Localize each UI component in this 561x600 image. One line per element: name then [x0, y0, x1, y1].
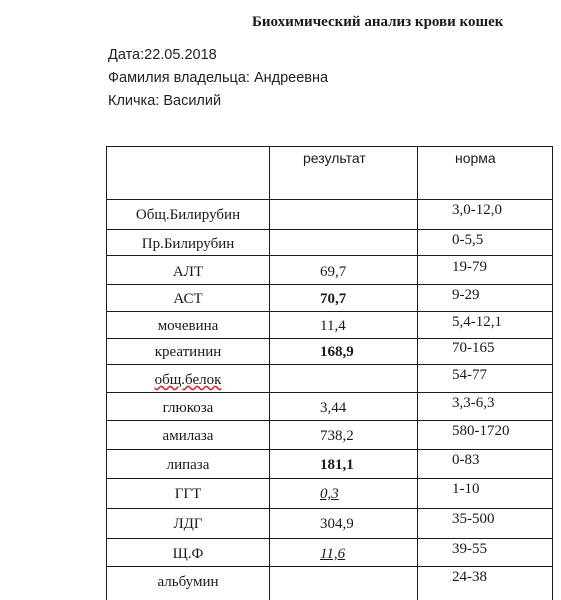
result-value: 181,1: [320, 457, 354, 473]
result-value: 11,6: [320, 546, 346, 562]
norm-value: 5,4-12,1: [452, 314, 502, 330]
column-header-norm: норма: [455, 150, 496, 166]
norm-value: 0-5,5: [452, 232, 484, 248]
norm-value: 24-38: [452, 569, 487, 585]
result-value: 69,7: [320, 264, 347, 280]
parameter-name: Пр.Билирубин: [141, 236, 235, 252]
parameter-name: АСТ: [173, 291, 203, 307]
norm-value: 580-1720: [452, 423, 510, 439]
parameter-name: альбумин: [157, 574, 219, 590]
parameter-name: ГГТ: [174, 486, 202, 502]
result-value: 168,9: [320, 344, 354, 360]
parameter-name: АЛТ: [172, 264, 204, 280]
result-value: 0,3: [320, 486, 339, 502]
parameter-name: общ.белок: [154, 372, 222, 388]
owner-name: Фамилия владельца: Андреевна: [108, 70, 329, 86]
parameter-name: креатинин: [154, 344, 222, 360]
norm-value: 9-29: [452, 287, 480, 303]
column-header-result: результат: [303, 150, 366, 166]
parameter-name: мочевина: [157, 318, 219, 334]
result-value: 70,7: [320, 291, 347, 307]
result-value: 304,9: [320, 516, 354, 532]
parameter-name: липаза: [166, 457, 210, 473]
norm-value: 1-10: [452, 481, 480, 497]
norm-value: 0-83: [452, 452, 480, 468]
parameter-name: амилаза: [162, 428, 214, 444]
norm-value: 54-77: [452, 367, 487, 383]
document-title: Биохимический анализ крови кошек: [252, 14, 504, 30]
result-value: 738,2: [320, 428, 354, 444]
pet-name: Кличка: Василий: [108, 93, 222, 109]
parameter-name: глюкоза: [162, 400, 214, 416]
norm-value: 70-165: [452, 340, 495, 356]
norm-value: 35-500: [452, 511, 495, 527]
result-value: 11,4: [320, 318, 346, 334]
analysis-date: Дата:22.05.2018: [108, 47, 217, 63]
parameter-name: Общ.Билирубин: [135, 207, 241, 223]
norm-value: 19-79: [452, 259, 487, 275]
parameter-name: ЛДГ: [173, 516, 203, 532]
result-value: 3,44: [320, 400, 347, 416]
norm-value: 3,3-6,3: [452, 395, 495, 411]
parameter-name: Щ.Ф: [172, 546, 204, 562]
norm-value: 3,0-12,0: [452, 202, 502, 218]
norm-value: 39-55: [452, 541, 487, 557]
